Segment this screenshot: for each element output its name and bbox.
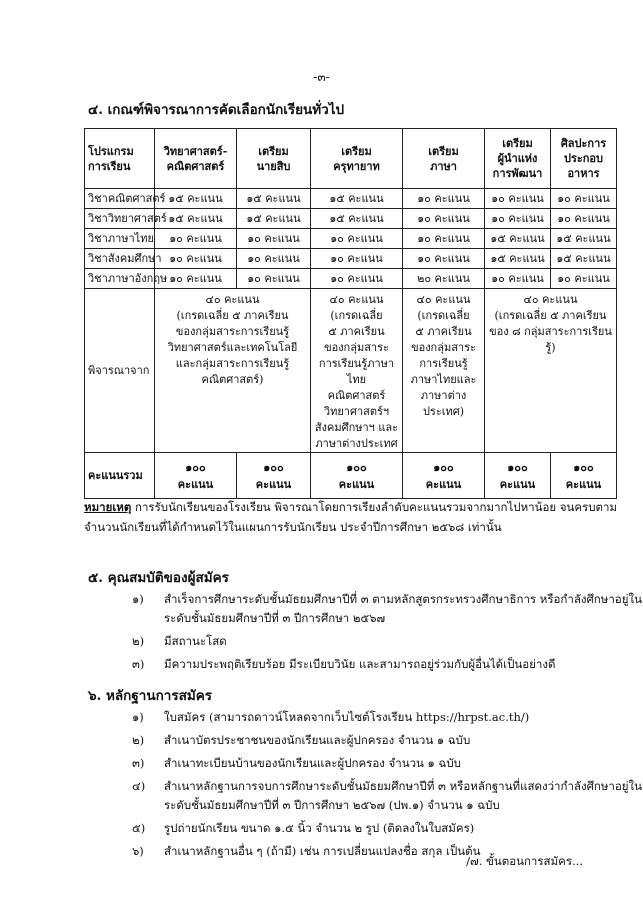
item-number: ๖) xyxy=(132,844,144,858)
score-cell: ๑๕ คะแนน xyxy=(485,249,551,269)
basis-leader-cooking: ๔๐ คะแนน (เกรดเฉลี่ย ๕ ภาคเรียน ของ ๘ กลุ่มสาระการเรียนรู้) xyxy=(485,289,617,453)
score-cell: ๑๐ คะแนน xyxy=(311,229,403,249)
basis-row xyxy=(85,289,617,453)
selection-criteria-table xyxy=(84,128,617,499)
total-cell: ๑๐๐ คะแนน xyxy=(237,453,311,499)
list-item xyxy=(132,590,643,628)
score-cell: ๑๕ คะแนน xyxy=(155,209,237,229)
item-number: ๔) xyxy=(132,779,146,793)
score-cell: ๑๐ คะแนน xyxy=(403,249,485,269)
item-text: มีสถานะโสด xyxy=(164,634,227,648)
score-cell: ๑๕ คะแนน xyxy=(237,209,311,229)
item-number: ๑) xyxy=(132,710,144,724)
item-text: สำเนาทะเบียนบ้านของนักเรียนและผู้ปกครอง จำนวน ๑ ฉบับ xyxy=(164,756,461,770)
item-number: ๕) xyxy=(132,821,146,835)
header-sci-math: วิทยาศาสตร์- คณิตศาสตร์ xyxy=(155,129,237,189)
score-cell: ๑๕ คะแนน xyxy=(311,189,403,209)
total-cell: ๑๐๐ คะแนน xyxy=(485,453,551,499)
table-row xyxy=(85,189,617,209)
score-cell: ๑๐ คะแนน xyxy=(551,269,617,289)
item-number: ๓) xyxy=(132,657,145,671)
header-kru: เตรียม ครุทายาท xyxy=(311,129,403,189)
item-text: ใบสมัคร (สามารถดาวน์โหลดจากเว็บไซต์โรงเรียน https://hrpst.ac.th/) xyxy=(164,710,530,724)
basis-kru: ๔๐ คะแนน (เกรดเฉลี่ย ๕ ภาคเรียน ของกลุ่มสาระ การเรียนรู้ภาษาไทย คณิตศาสตร์ วิทยาศาสตร์ฯ สังคมศึกษาฯ และ ภาษาต่างประเทศ xyxy=(311,289,403,453)
subject-label: วิชาภาษาอังกฤษ xyxy=(85,269,155,289)
score-cell: ๑๐ คะแนน xyxy=(551,189,617,209)
list-item xyxy=(132,731,643,750)
continuation-footer: /๗. ขั้นตอนการสมัคร... xyxy=(466,854,583,868)
table-row xyxy=(85,249,617,269)
item-number: ๓) xyxy=(132,756,145,770)
documents-list xyxy=(132,708,643,865)
score-cell: ๑๐ คะแนน xyxy=(403,209,485,229)
basis-sci-nayosib: ๔๐ คะแนน (เกรดเฉลี่ย ๕ ภาคเรียน ของกลุ่มสาระการเรียนรู้ วิทยาศาสตร์และเทคโนโลยี และกลุ่มสาระการเรียนรู้ คณิตศาสตร์) xyxy=(155,289,311,453)
score-cell: ๑๐ คะแนน xyxy=(403,229,485,249)
score-cell: ๒๐ คะแนน xyxy=(403,269,485,289)
score-cell: ๑๐ คะแนน xyxy=(485,269,551,289)
score-cell: ๑๐ คะแนน xyxy=(237,249,311,269)
table-row xyxy=(85,229,617,249)
table-header-row xyxy=(85,129,617,189)
total-cell: ๑๐๐ คะแนน xyxy=(155,453,237,499)
item-text: รูปถ่ายนักเรียน ขนาด ๑.๕ นิ้ว จำนวน ๒ รูป (ติดลงในใบสมัคร) xyxy=(164,821,475,835)
total-cell: ๑๐๐ คะแนน xyxy=(403,453,485,499)
section4-title: ๔. เกณฑ์พิจารณาการคัดเลือกนักเรียนทั่วไป xyxy=(88,102,345,118)
score-cell: ๑๐ คะแนน xyxy=(311,269,403,289)
subject-label: วิชาสังคมศึกษา xyxy=(85,249,155,269)
section5-title: ๕. คุณสมบัติของผู้สมัคร xyxy=(88,570,229,586)
subject-label: วิชาภาษาไทย xyxy=(85,229,155,249)
header-leader: เตรียม ผู้นำแห่ง การพัฒนา xyxy=(485,129,551,189)
section6-title: ๖. หลักฐานการสมัคร xyxy=(88,688,212,704)
basis-label: พิจารณาจาก xyxy=(85,289,155,453)
item-number: ๒) xyxy=(132,733,145,747)
score-cell: ๑๐ คะแนน xyxy=(155,249,237,269)
list-item xyxy=(132,754,643,773)
item-number: ๑) xyxy=(132,592,144,606)
score-cell: ๑๕ คะแนน xyxy=(237,189,311,209)
total-row xyxy=(85,453,617,499)
total-cell: ๑๐๐ คะแนน xyxy=(311,453,403,499)
list-item xyxy=(132,655,643,674)
score-cell: ๑๕ คะแนน xyxy=(311,209,403,229)
basis-lang: ๔๐ คะแนน (เกรดเฉลี่ย ๕ ภาคเรียน ของกลุ่มสาระ การเรียนรู้ ภาษาไทยและ ภาษาต่างประเทศ) xyxy=(403,289,485,453)
score-cell: ๑๐ คะแนน xyxy=(403,189,485,209)
total-label: คะแนนรวม xyxy=(85,453,155,499)
note-label: หมายเหตุ xyxy=(84,500,132,514)
score-cell: ๑๕ คะแนน xyxy=(155,189,237,209)
total-cell: ๑๐๐ คะแนน xyxy=(551,453,617,499)
score-cell: ๑๐ คะแนน xyxy=(155,269,237,289)
item-text: สำเนาบัตรประชาชนของนักเรียนและผู้ปกครอง จำนวน ๑ ฉบับ xyxy=(164,733,471,747)
header-lang: เตรียม ภาษา xyxy=(403,129,485,189)
score-cell: ๑๐ คะแนน xyxy=(237,229,311,249)
score-cell: ๑๕ คะแนน xyxy=(551,249,617,269)
note-text: การรับนักเรียนของโรงเรียน พิจารณาโดยการเรียงลำดับคะแนนรวมจากมากไปหาน้อย จนครบตามจำนวนนักเรียนที่ได้กำหนดไว้ในแผนการรับนักเรียน ประจำปีการศึกษา ๒๕๖๘ เท่านั้น xyxy=(84,500,618,534)
page-number: -๓- xyxy=(313,70,330,84)
header-program: โปรแกรม การเรียน xyxy=(85,129,155,189)
item-number: ๒) xyxy=(132,634,145,648)
score-cell: ๑๕ คะแนน xyxy=(551,229,617,249)
score-cell: ๑๕ คะแนน xyxy=(485,229,551,249)
subject-label: วิชาคณิตศาสตร์ xyxy=(85,189,155,209)
item-text: สำเร็จการศึกษาระดับชั้นมัธยมศึกษาปีที่ ๓ ตามหลักสูตรกระทรวงศึกษาธิการ หรือกำลังศึกษาอยู่ในระดับชั้นมัธยมศึกษาปีที่ ๓ ปีการศึกษา ๒๕๖๗ xyxy=(164,592,642,625)
list-item xyxy=(132,777,643,815)
list-item xyxy=(132,632,643,651)
list-item xyxy=(132,708,643,727)
qualification-list xyxy=(132,590,643,678)
table-row xyxy=(85,269,617,289)
header-nayosib: เตรียม นายสิบ xyxy=(237,129,311,189)
item-text: สำเนาหลักฐานอื่น ๆ (ถ้ามี) เช่น การเปลี่ยนแปลงชื่อ สกุล เป็นต้น xyxy=(164,844,481,858)
score-cell: ๑๐ คะแนน xyxy=(485,189,551,209)
score-cell: ๑๐ คะแนน xyxy=(311,249,403,269)
score-cell: ๑๐ คะแนน xyxy=(551,209,617,229)
score-cell: ๑๐ คะแนน xyxy=(155,229,237,249)
note-paragraph xyxy=(84,497,624,537)
subject-label: วิชาวิทยาศาสตร์ xyxy=(85,209,155,229)
table-row xyxy=(85,209,617,229)
header-cooking: ศิลปะการ ประกอบ อาหาร xyxy=(551,129,617,189)
item-text: มีความประพฤติเรียบร้อย มีระเบียบวินัย และสามารถอยู่ร่วมกับผู้อื่นได้เป็นอย่างดี xyxy=(164,657,556,671)
score-cell: ๑๐ คะแนน xyxy=(237,269,311,289)
item-text: สำเนาหลักฐานการจบการศึกษาระดับชั้นมัธยมศึกษาปีที่ ๓ หรือหลักฐานที่แสดงว่ากำลังศึกษาอยู่ในระดับชั้นมัธยมศึกษาปีที่ ๓ ปีการศึกษา ๒๕๖๗ (ปพ.๑) จำนวน ๑ ฉบับ xyxy=(164,779,643,812)
list-item xyxy=(132,819,643,838)
score-cell: ๑๐ คะแนน xyxy=(485,209,551,229)
